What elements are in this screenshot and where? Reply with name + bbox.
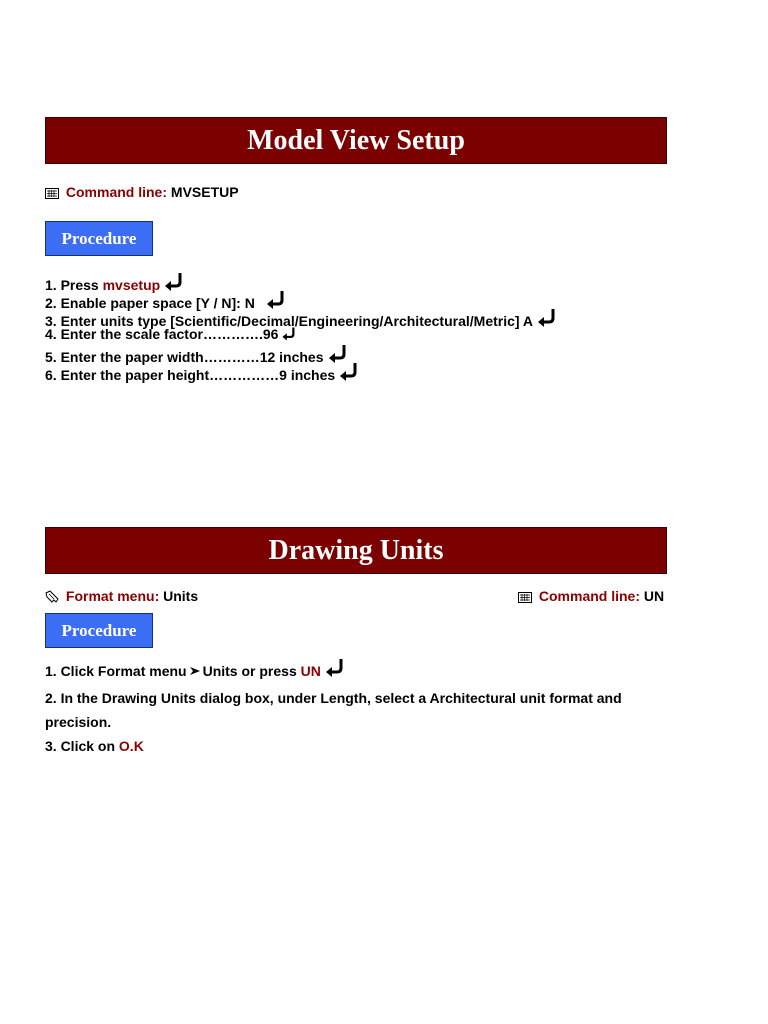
drawing-units-steps — [45, 657, 675, 758]
command-line-label: Command line: — [538, 588, 641, 604]
list-item: 5. Enter the paper width…………12 inches — [45, 343, 558, 361]
submenu-arrow-icon — [190, 659, 200, 683]
command-highlight: UN — [300, 663, 321, 679]
format-menu-value: Units — [163, 588, 199, 604]
section-title-model-view-setup: Model View Setup — [45, 117, 667, 164]
list-item: 1. Click Format menu Units or press UN — [45, 657, 675, 686]
format-menu-label: Format menu: — [65, 588, 160, 604]
command-highlight: mvsetup — [102, 277, 161, 293]
model-view-steps — [45, 271, 558, 383]
list-item: 4. Enter the scale factor………….96 — [45, 325, 558, 343]
procedure-label: Procedure — [45, 221, 153, 256]
menu-pointer-icon — [45, 589, 59, 607]
list-item: 6. Enter the paper height……………9 inches — [45, 361, 558, 379]
format-menu-info — [45, 587, 198, 607]
list-item: 2. In the Drawing Units dialog box, under Length, select a Architectural unit format and precision. — [45, 690, 622, 730]
list-item: 3. Enter units type [Scientific/Decimal/Engineering/Architectural/Metric] A — [45, 307, 558, 325]
enter-key-arrow-icon — [536, 307, 558, 333]
command-line-value: MVSETUP — [170, 184, 239, 200]
list-item: 1. Press mvsetup — [45, 271, 558, 289]
section-title-drawing-units: Drawing Units — [45, 527, 667, 574]
list-item: 2. Enable paper space [Y / N]: N — [45, 289, 558, 307]
procedure-label: Procedure — [45, 613, 153, 648]
command-line-label: Command line: — [65, 184, 168, 200]
enter-key-arrow-icon — [324, 657, 346, 686]
keyboard-icon — [45, 185, 59, 203]
enter-key-arrow-icon — [338, 361, 360, 387]
list-item: 3. Click on O.K — [45, 738, 144, 754]
keyboard-icon — [518, 589, 532, 607]
command-line-info — [518, 587, 664, 607]
command-line-info — [45, 183, 239, 203]
button-name-highlight: O.K — [118, 738, 144, 754]
command-line-value: UN — [643, 588, 665, 604]
